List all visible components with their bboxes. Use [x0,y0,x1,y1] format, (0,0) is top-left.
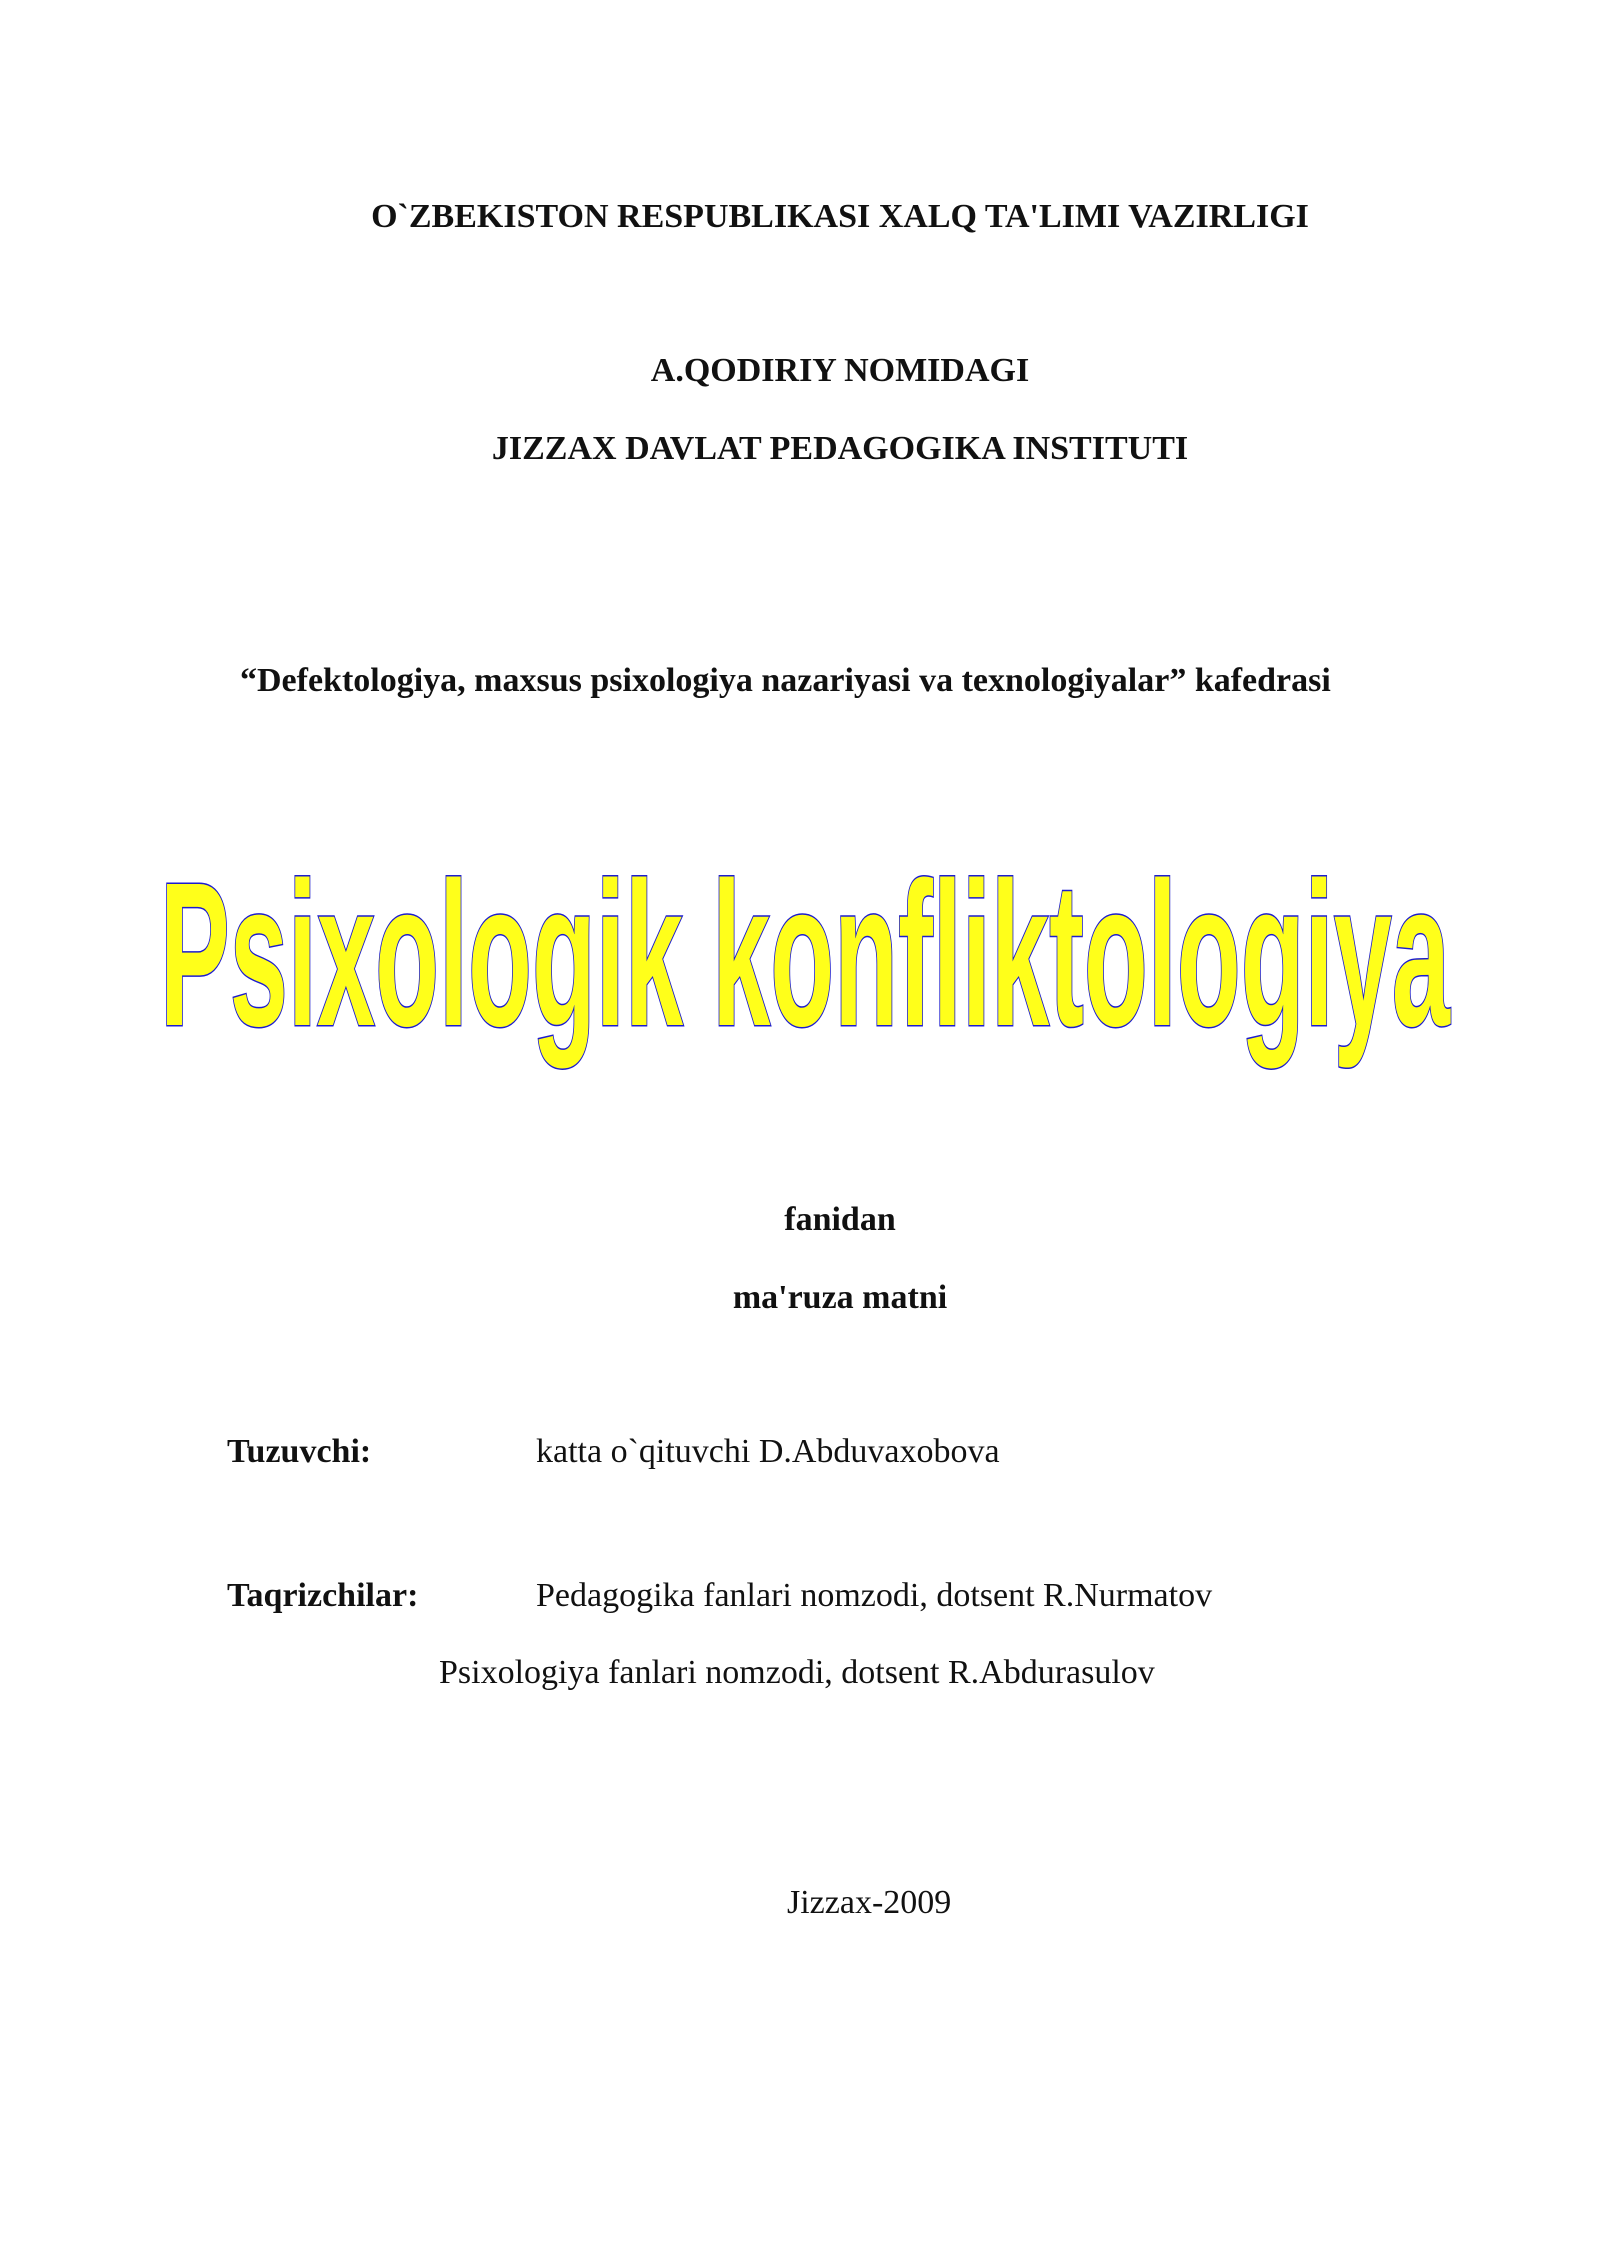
wordart-title [150,820,1460,1110]
wordart-title-text: Psixologik konfliktologiya [160,840,1452,1069]
subject-label: fanidan [784,1201,896,1238]
reviewer-item: Pedagogika fanlari nomzodi, dotsent R.Nurmatov [536,1577,1213,1614]
institute-name-line1: A.QODIRIY NOMIDAGI [650,352,1030,389]
document-type-label: ma'ruza matni [732,1279,948,1316]
author-value: katta o`qituvchi D.Abduvaxobova [536,1433,1000,1470]
department-name: “Defektologiya, maxsus psixologiya nazariyasi va texnologiyalar” kafedrasi [240,662,1331,699]
institute-name-line2: JIZZAX DAVLAT PEDAGOGIKA INSTITUTI [491,430,1189,467]
author-label: Tuzuvchi: [227,1433,372,1470]
ministry-heading: O`ZBEKISTON RESPUBLIKASI XALQ TA'LIMI VAZIRLIGI [371,198,1309,235]
reviewer-item: Psixologiya fanlari nomzodi, dotsent R.Abdurasulov [439,1654,1155,1691]
reviewers-label: Taqrizchilar: [227,1577,419,1614]
place-year-footer: Jizzax-2009 [787,1884,952,1921]
